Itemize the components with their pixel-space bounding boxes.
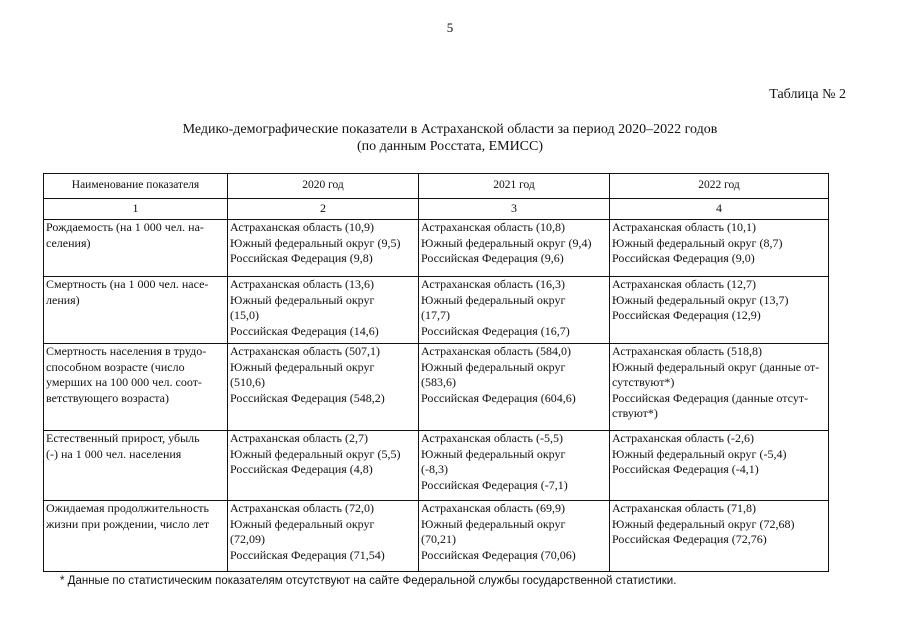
table-label: Таблица № 2 xyxy=(769,87,846,102)
value-text-line: Южный федеральный округ xyxy=(230,292,375,307)
value-text-line: Астраханская область (-2,6) xyxy=(612,431,754,445)
value-text-line: Южный федеральный округ (9,5) xyxy=(230,235,401,250)
indicator-text-line: Смертность населения в трудо- xyxy=(46,344,207,358)
value-text-line: (510,6) xyxy=(230,375,265,389)
value-text-line: Южный федеральный округ xyxy=(421,359,566,374)
indicator-cell xyxy=(44,501,228,572)
indicator-text-line: (-) на 1 000 чел. населения xyxy=(46,446,182,461)
column-number-row xyxy=(44,199,829,220)
table-row xyxy=(44,277,829,344)
header-cell-indicator: Наименование показателя xyxy=(44,174,228,199)
value-text-line: Российская Федерация (70,06) xyxy=(421,547,576,562)
value-text-line: Южный федеральный округ (-5,4) xyxy=(612,446,787,461)
statistics-table xyxy=(43,173,829,572)
value-text-line: Астраханская область (13,6) xyxy=(230,277,374,291)
value-text-line: Астраханская область (10,9) xyxy=(230,220,374,234)
value-text-line: (15,0) xyxy=(230,308,259,322)
indicator-cell xyxy=(44,277,228,344)
indicator-text-line: ления) xyxy=(46,292,80,307)
value-text-line: Южный федеральный округ xyxy=(421,292,566,307)
indicator-cell xyxy=(44,431,228,501)
value-cell xyxy=(228,501,419,572)
value-text-line: Астраханская область (12,7) xyxy=(612,277,756,291)
value-text-line: Российская Федерация (-7,1) xyxy=(421,477,568,492)
value-text-line: Российская Федерация (9,6) xyxy=(421,251,564,265)
header-cell-2021: 2021 год xyxy=(419,174,610,199)
value-text-line: (17,7) xyxy=(421,308,450,322)
value-text-line: Астраханская область (584,0) xyxy=(421,344,571,358)
value-text-line: Российская Федерация (548,2) xyxy=(230,390,385,405)
indicator-text-line: селения) xyxy=(46,235,91,250)
indicator-cell xyxy=(44,344,228,431)
column-number-cell: 1 xyxy=(44,199,228,220)
value-cell xyxy=(228,220,419,277)
indicator-text-line: умерших на 100 000 чел. соот- xyxy=(46,375,202,389)
value-text-line: Южный федеральный округ xyxy=(421,446,566,461)
value-text-line: Южный федеральный округ (5,5) xyxy=(230,446,401,461)
value-text-line: Астраханская область (10,8) xyxy=(421,220,565,234)
value-cell xyxy=(228,277,419,344)
table-row xyxy=(44,220,829,277)
value-text-line: Астраханская область (10,1) xyxy=(612,220,756,234)
indicator-text-line: Смертность (на 1 000 чел. насе- xyxy=(46,277,209,291)
footnote: * Данные по статистическим показателям отсутствуют на сайте Федеральной службы государственной статистики. xyxy=(60,575,677,587)
page-number: 5 xyxy=(446,20,454,35)
value-text-line: Южный федеральный округ (8,7) xyxy=(612,235,783,250)
column-number-cell: 4 xyxy=(610,199,829,220)
table-row xyxy=(44,501,829,572)
value-text-line: Южный федеральный округ (данные от- xyxy=(612,359,820,374)
column-number-cell: 3 xyxy=(419,199,610,220)
value-cell xyxy=(419,431,610,501)
table-title-line-2: (по данным Росстата, ЕМИСС) xyxy=(356,139,544,154)
value-text-line: (-8,3) xyxy=(421,462,448,476)
value-cell xyxy=(610,431,829,501)
value-text-line: Южный федеральный округ (72,68) xyxy=(612,516,795,531)
value-text-line: Российская Федерация (14,6) xyxy=(230,323,379,338)
value-cell xyxy=(419,501,610,572)
value-text-line: (72,09) xyxy=(230,532,265,546)
indicator-text-line: жизни при рождении, число лет xyxy=(46,516,210,531)
value-text-line: Южный федеральный округ (13,7) xyxy=(612,292,789,307)
indicator-text-line: Естественный прирост, убыль xyxy=(46,431,200,445)
value-text-line: сутствуют*) xyxy=(612,375,675,389)
value-text-line: Астраханская область (2,7) xyxy=(230,431,368,445)
value-text-line: Российская Федерация (данные отсут- xyxy=(612,390,809,405)
value-text-line: Южный федеральный округ xyxy=(230,359,375,374)
value-text-line: Российская Федерация (12,9) xyxy=(612,308,761,322)
value-text-line: (583,6) xyxy=(421,375,456,389)
column-number-cell: 2 xyxy=(228,199,419,220)
value-text-line: Астраханская область (518,8) xyxy=(612,344,762,358)
value-text-line: Астраханская область (72,0) xyxy=(230,501,374,515)
value-text-line: Южный федеральный округ (9,4) xyxy=(421,235,592,250)
value-text-line: Российская Федерация (72,76) xyxy=(612,532,767,546)
value-text-line: (70,21) xyxy=(421,532,456,546)
value-cell xyxy=(419,220,610,277)
value-text-line: Российская Федерация (604,6) xyxy=(421,390,576,405)
value-text-line: ствуют*) xyxy=(612,406,658,420)
table-row xyxy=(44,344,829,431)
table-row xyxy=(44,431,829,501)
indicator-text-line: Ожидаемая продолжительность xyxy=(46,501,210,515)
value-cell xyxy=(610,220,829,277)
value-text-line: Южный федеральный округ xyxy=(421,516,566,531)
value-cell xyxy=(610,501,829,572)
indicator-text-line: ветствующего возраста) xyxy=(46,390,169,405)
value-text-line: Российская Федерация (9,0) xyxy=(612,251,755,265)
value-cell xyxy=(610,344,829,431)
value-text-line: Южный федеральный округ xyxy=(230,516,375,531)
value-cell xyxy=(419,277,610,344)
header-cell-2022: 2022 год xyxy=(610,174,829,199)
value-cell xyxy=(228,431,419,501)
value-text-line: Астраханская область (71,8) xyxy=(612,501,756,515)
header-cell-2020: 2020 год xyxy=(228,174,419,199)
table-header-row xyxy=(44,174,829,199)
value-text-line: Российская Федерация (71,54) xyxy=(230,547,385,562)
value-text-line: Астраханская область (-5,5) xyxy=(421,431,563,445)
value-cell xyxy=(610,277,829,344)
indicator-cell xyxy=(44,220,228,277)
value-text-line: Российская Федерация (4,8) xyxy=(230,462,373,476)
table-title xyxy=(0,121,900,155)
table-title-line-1: Медико-демографические показатели в Астраханской области за период 2020–2022 годов xyxy=(182,122,718,137)
value-text-line: Российская Федерация (9,8) xyxy=(230,251,373,265)
indicator-text-line: способном возрасте (число xyxy=(46,359,185,374)
value-text-line: Российская Федерация (16,7) xyxy=(421,323,570,338)
value-cell xyxy=(419,344,610,431)
value-text-line: Российская Федерация (-4,1) xyxy=(612,462,759,476)
value-text-line: Астраханская область (507,1) xyxy=(230,344,380,358)
value-cell xyxy=(228,344,419,431)
value-text-line: Астраханская область (16,3) xyxy=(421,277,565,291)
indicator-text-line: Рождаемость (на 1 000 чел. на- xyxy=(46,220,204,234)
value-text-line: Астраханская область (69,9) xyxy=(421,501,565,515)
